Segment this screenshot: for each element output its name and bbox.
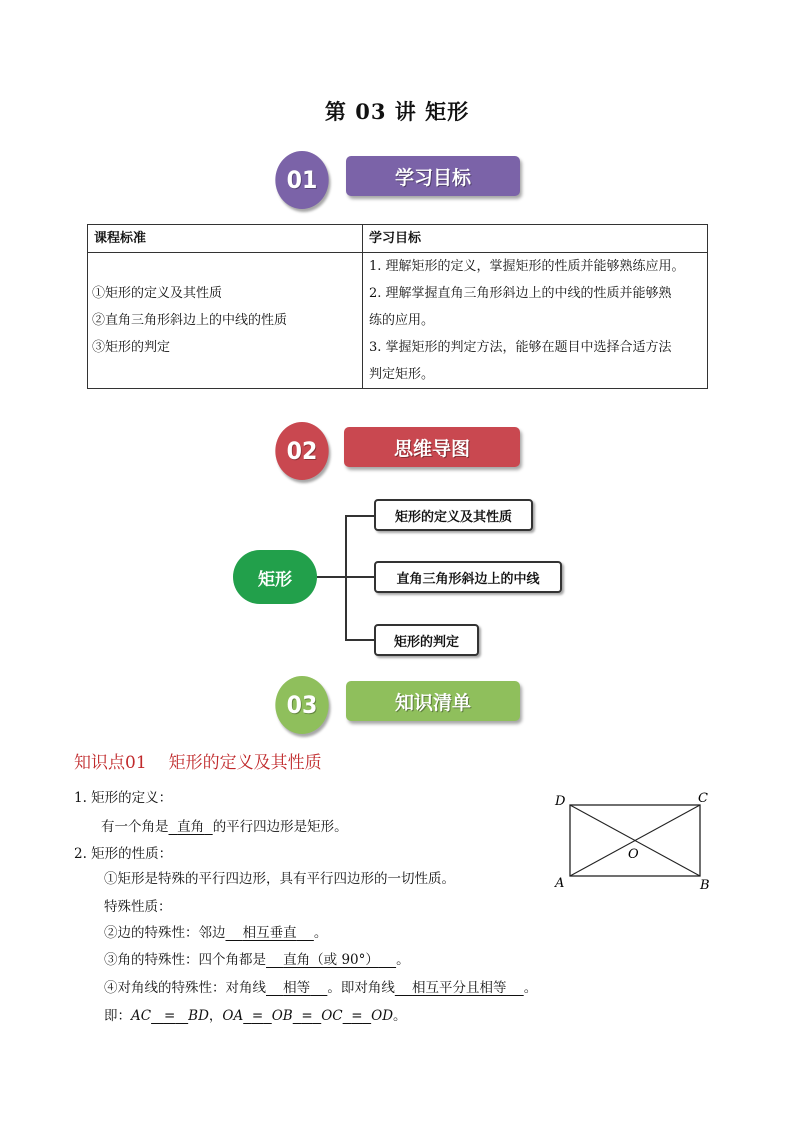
goal-line: 1. 理解矩形的定义，掌握矩形的性质并能够熟练应用。	[369, 259, 685, 274]
definition-sentence: 有一个角是 直角 的平行四边形是矩形。	[101, 819, 348, 835]
section-banner-mindmap	[344, 427, 520, 467]
objectives-table	[87, 224, 708, 389]
connector-line	[317, 576, 346, 578]
section-number-badge: 01	[275, 151, 328, 209]
fill-blank: 相等	[283, 980, 311, 996]
mindmap-branch-node: 直角三角形斜边上的中线	[374, 561, 562, 593]
standard-item: ①矩形的定义及其性质	[92, 286, 223, 301]
vertex-label-d: D	[555, 794, 566, 809]
section-label: 知识清单	[394, 691, 471, 714]
knowledge-point-number: 知识点01	[74, 753, 147, 773]
property-line: ①矩形是特殊的平行四边形，具有平行四边形的一切性质。	[104, 871, 455, 887]
connector-line	[345, 515, 375, 517]
definition-title: 1. 矩形的定义：	[74, 790, 173, 806]
property-line: ④对角线的特殊性：对角线 相等 。即对角线 相互平分且相等 。	[104, 980, 538, 996]
table-header-standards: 课程标准	[88, 225, 363, 253]
fill-blank: =	[301, 1008, 313, 1024]
fill-blank: 相互平分且相等	[412, 980, 507, 996]
knowledge-point-heading	[74, 748, 322, 773]
section-label: 思维导图	[393, 437, 470, 460]
page-title: 第 03 讲 矩形	[324, 99, 470, 124]
rectangle-figure	[550, 790, 720, 895]
fill-blank: =	[163, 1008, 176, 1024]
fill-blank: =	[251, 1008, 264, 1024]
section-number-badge: 02	[275, 422, 328, 480]
mindmap-branch-node: 矩形的定义及其性质	[374, 499, 533, 531]
section-number-badge: 03	[275, 676, 328, 734]
fill-blank: 相互垂直	[242, 925, 297, 941]
vertex-label-a: A	[555, 876, 565, 891]
center-label-o: O	[628, 847, 639, 862]
standard-item: ②直角三角形斜边上的中线的性质	[92, 313, 288, 328]
goals-cell	[363, 253, 708, 389]
connector-line	[345, 576, 375, 578]
standard-item: ③矩形的判定	[92, 340, 171, 355]
property-line: ②边的特殊性：邻边 相互垂直 。	[104, 925, 328, 941]
equality-line: 即：AC = BD，OA = OB = OC = OD。	[104, 1008, 407, 1024]
mindmap-root-node: 矩形	[233, 550, 317, 604]
connector-line	[345, 515, 347, 641]
property-line: ③角的特殊性：四个角都是 直角（或 90°） 。	[104, 952, 410, 968]
goal-line: 练的应用。	[369, 313, 435, 328]
vertex-label-b: B	[700, 878, 710, 893]
fill-blank: 直角（或 90°）	[283, 952, 379, 968]
section-label: 学习目标	[394, 166, 471, 189]
section-banner-knowledge	[346, 681, 520, 721]
properties-title: 2. 矩形的性质：	[74, 846, 173, 862]
fill-blank: =	[351, 1008, 363, 1024]
section-banner-objectives	[346, 156, 520, 196]
connector-line	[345, 639, 375, 641]
table-header-goals: 学习目标	[363, 225, 708, 253]
mindmap-branch-node: 矩形的判定	[374, 624, 479, 656]
goal-line: 判定矩形。	[369, 367, 435, 382]
goal-line: 3. 掌握矩形的判定方法，能够在题目中选择合适方法	[369, 340, 672, 355]
vertex-label-c: C	[698, 791, 708, 806]
goal-line: 2. 理解掌握直角三角形斜边上的中线的性质并能够熟	[369, 286, 672, 301]
knowledge-point-title: 矩形的定义及其性质	[168, 753, 322, 773]
special-properties-label: 特殊性质：	[104, 899, 172, 915]
standards-cell	[88, 253, 363, 389]
fill-blank: 直角	[177, 819, 205, 835]
